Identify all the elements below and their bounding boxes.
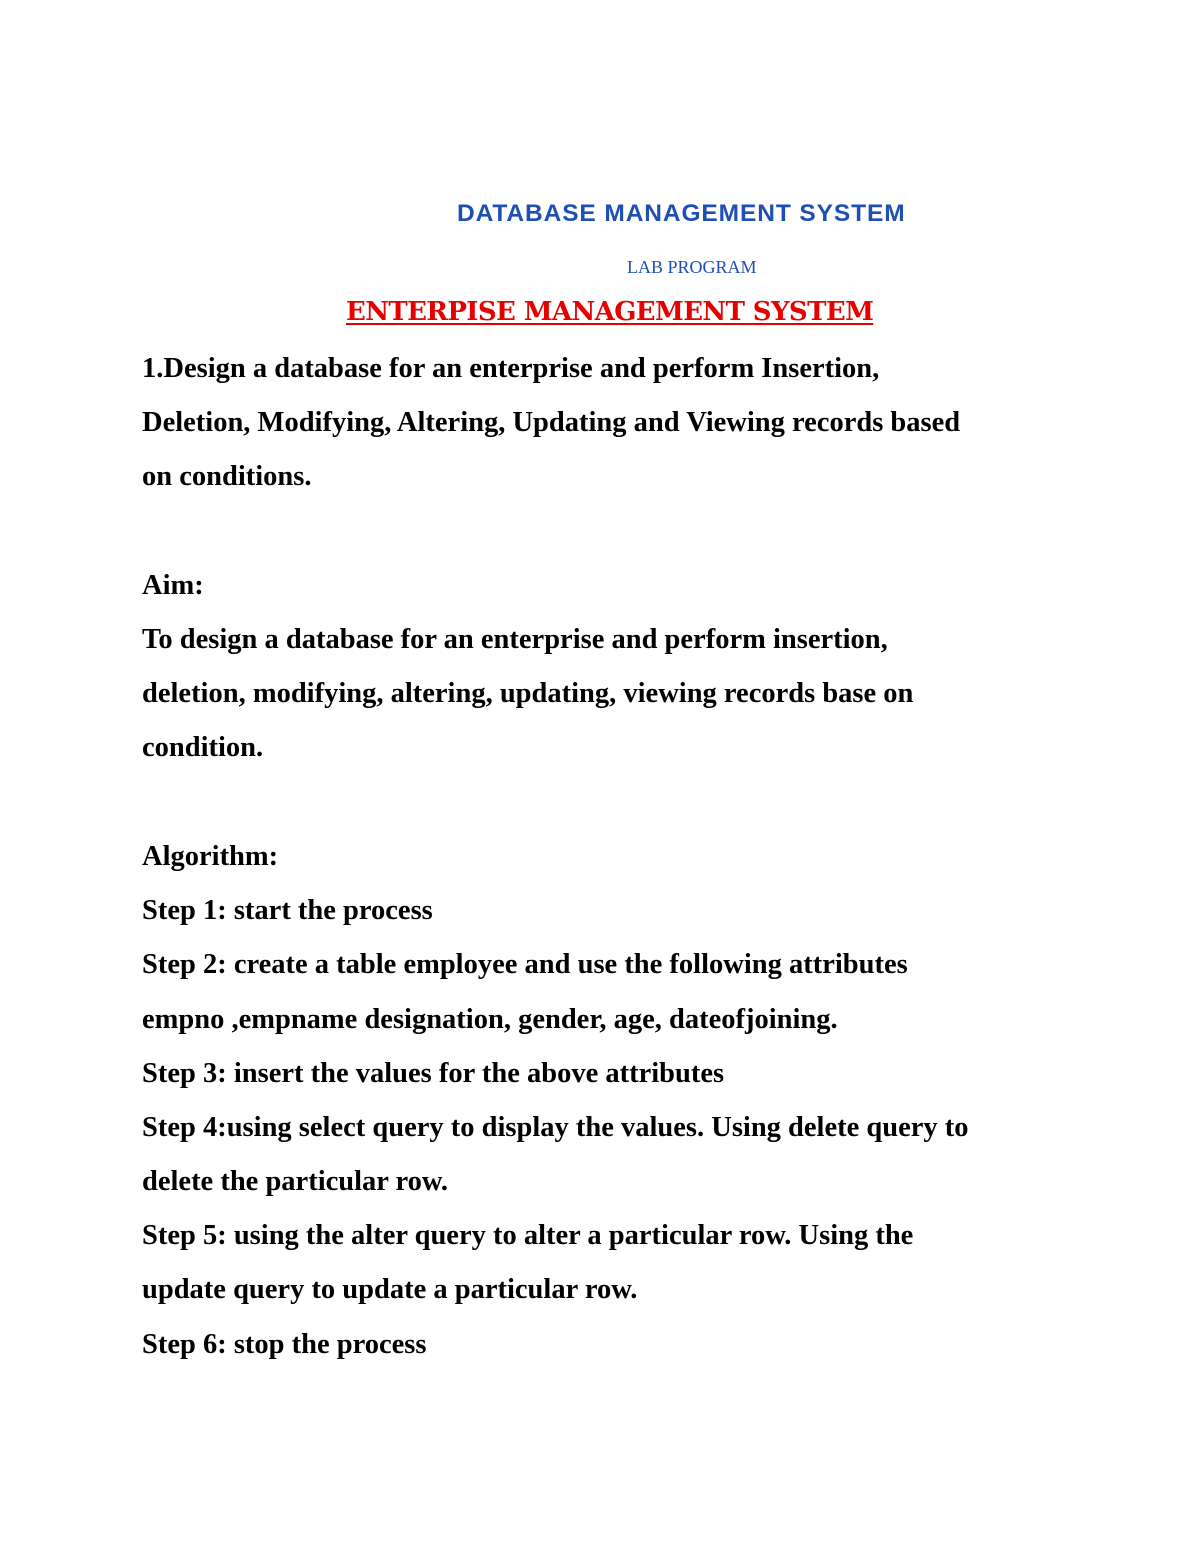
document-subtitle: LAB PROGRAM <box>627 257 757 277</box>
algorithm-step: Step 5: using the alter query to alter a particular row. Using the <box>142 1220 914 1251</box>
algorithm-step: delete the particular row. <box>142 1166 449 1197</box>
aim-heading: Aim: <box>142 570 204 601</box>
algorithm-step: Step 4:using select query to display the values. Using delete query to <box>142 1112 969 1143</box>
question-line: on conditions. <box>142 461 312 492</box>
algorithm-step: Step 2: create a table employee and use the following attributes <box>142 949 908 980</box>
algorithm-step: empno ,empname designation, gender, age, dateofjoining. <box>142 1004 838 1035</box>
aim-line: deletion, modifying, altering, updating, viewing records base on <box>142 678 914 709</box>
aim-line: To design a database for an enterprise and perform insertion, <box>142 624 888 655</box>
algorithm-step: update query to update a particular row. <box>142 1274 638 1305</box>
algorithm-step: Step 1: start the process <box>142 895 433 926</box>
algorithm-step: Step 6: stop the process <box>142 1329 427 1360</box>
document-title: DATABASE MANAGEMENT SYSTEM <box>457 200 906 227</box>
aim-line: condition. <box>142 732 264 763</box>
program-title: ENTERPISE MANAGEMENT SYSTEM <box>346 297 874 327</box>
question-line: Deletion, Modifying, Altering, Updating and Viewing records based <box>142 407 961 438</box>
algorithm-step: Step 3: insert the values for the above attributes <box>142 1058 725 1089</box>
algorithm-heading: Algorithm: <box>142 841 279 872</box>
question-line: 1.Design a database for an enterprise and perform Insertion, <box>142 353 880 384</box>
